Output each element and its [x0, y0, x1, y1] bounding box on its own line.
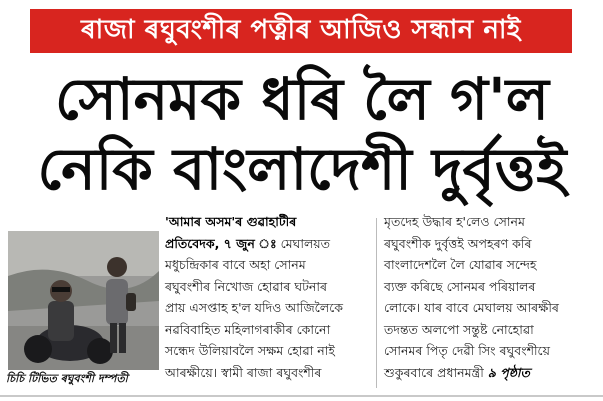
- article-dateline-rest: মেঘালয়ত: [276, 235, 331, 251]
- page-reference-link[interactable]: ৯ পৃষ্ঠাত: [487, 364, 530, 380]
- headline-line-1: সোনমক ধৰি লৈ গ'ল: [54, 65, 550, 133]
- article-line: সন্ধেদ উলিয়াবলৈ সক্ষম হোৱা নাই: [165, 343, 335, 358]
- column-divider: [376, 218, 377, 388]
- article-line: সোনমৰ পিতৃ দেৱী সিং ৰঘুবংশীয়ে: [384, 343, 550, 358]
- article-line: বাংলাদেশলৈ লৈ যোৱাৰ সন্দেহ: [384, 257, 537, 272]
- article-last-line: [384, 362, 590, 384]
- article-last-line-text: শুকুৰবাৰে প্ৰধানমন্ত্ৰী: [384, 364, 484, 380]
- kicker-text: ৰাজা ৰঘুবংশীৰ পত্নীৰ আজিও সন্ধান নাই: [81, 15, 521, 45]
- article-line: মৃতদেহ উদ্ধাৰ হ'লেও সোনম: [384, 214, 525, 229]
- article-line: ৰঘুবংশীৰ নিখোজ হোৱাৰ ঘটনাৰ: [165, 278, 328, 294]
- article-dateline: [165, 233, 371, 255]
- cctv-photo-image: [8, 231, 159, 370]
- article-column-1: [165, 211, 371, 383]
- article-column-2: [384, 211, 590, 383]
- article-dateline-bold: প্ৰতিবেদক, ৭ জুন ঃ: [165, 235, 277, 251]
- article-source: 'আমাৰ অসম'ৰ গুৱাহাটীৰ: [165, 214, 297, 229]
- kicker-banner: [30, 9, 572, 53]
- bottom-rule: [0, 395, 603, 397]
- article-line: আৰক্ষীয়ে। স্বামী ৰাজা ৰঘুবংশীৰ: [165, 364, 322, 380]
- photo-caption: চিচি টিভিত ৰঘুবংশী দম্পতী: [6, 372, 128, 385]
- article-line: মধুচন্দ্ৰিকাৰ বাবে অহা সোনম: [165, 257, 306, 272]
- article-line: ব্যক্ত কৰিছে সোনমৰ পৰিয়ালৰ: [384, 278, 536, 294]
- cctv-photo: [8, 231, 159, 370]
- article-line: ৰঘুবংশীক দুৰ্বৃত্তই অপহৰণ কৰি: [384, 235, 532, 251]
- article-line: তদন্তত অলপো সন্তুষ্ট নোহোৱা: [384, 321, 534, 337]
- headline: [8, 64, 596, 204]
- headline-line-2: নেকি বাংলাদেশী দুৰ্বৃত্তই: [37, 135, 567, 203]
- article-line: প্ৰায় এসপ্তাহ হ'ল যদিও আজিলৈকে: [165, 300, 343, 315]
- article-line: নৱবিবাহিত মহিলাগৰাকীৰ কোনো: [165, 321, 331, 337]
- article-line: লোকে। যাৰ বাবে মেঘালয় আৰক্ষীৰ: [384, 300, 559, 315]
